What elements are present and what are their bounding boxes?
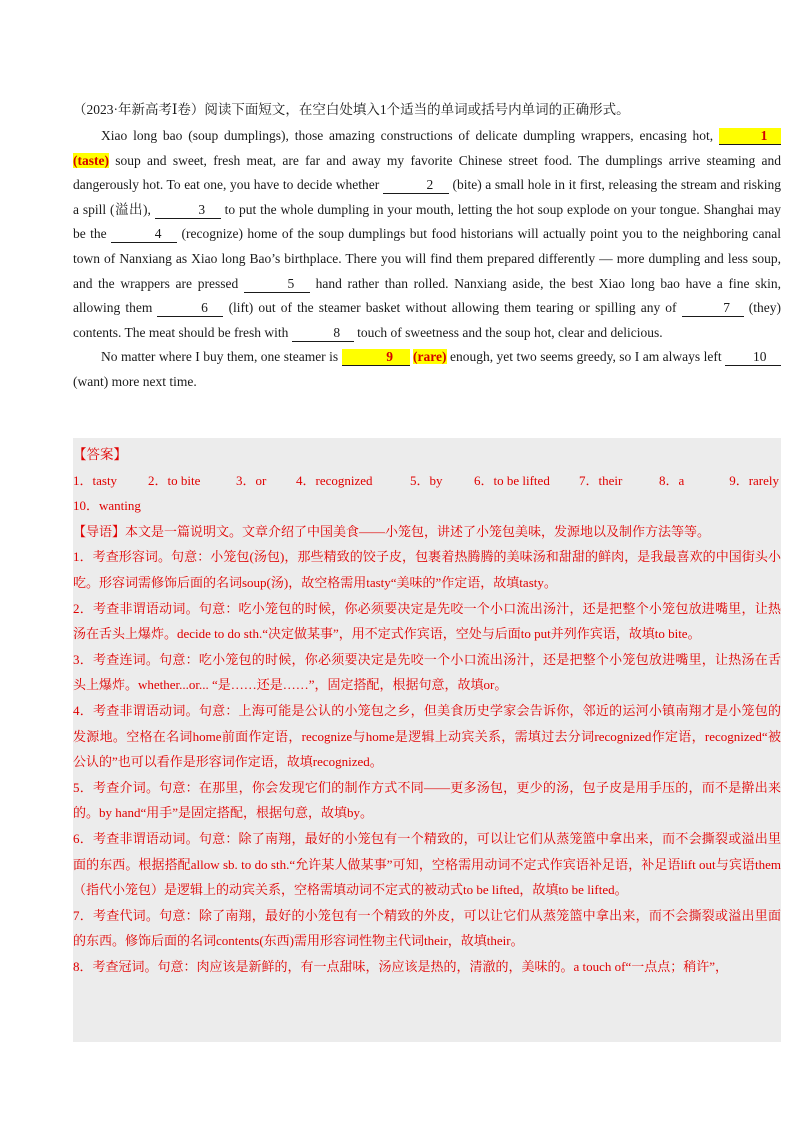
passage-text: touch of sweetness and the soup hot, clear and delicious. (357, 324, 663, 340)
question-section (73, 98, 781, 395)
explanation-2: 2．考查非谓语动词。句意：吃小笼包的时候，你必须要决定是先咬一个小口流出汤汁，还是把整个小笼包放进嘴里，让热汤在舌头上爆炸。decide to do sth.“决定做某事”，用不定式作宾语，空处与后面to put并列作宾语，故填to bite。 (73, 600, 781, 642)
answer-item: 1．tasty (73, 472, 118, 488)
passage-paragraph-2 (73, 345, 781, 394)
blank-6: 6 (157, 300, 223, 317)
explanation-5: 5．考查介词。句意：在那里，你会发现它们的制作方式不同——更多汤包，更少的汤，包子皮是用手压的，而不是擀出来的。by hand“用手”是固定搭配，根据句意，故填by。 (73, 779, 781, 821)
blank-10: 10 (725, 349, 781, 366)
answer-item: 4．recognized (296, 472, 373, 488)
guide-text: 【导语】本文是一篇说明文。文章介绍了中国美食——小笼包，讲述了小笼包美味，发源地以及制作方法等等。 (73, 523, 711, 539)
passage-text: (lift) out of the steamer basket without allowing them tearing or spilling any of (228, 300, 677, 316)
blank-1: 1 (719, 128, 781, 145)
answer-item: 7．their (579, 472, 623, 488)
answer-item-10: 10．wanting (73, 498, 141, 514)
passage-text: Xiao long bao (soup dumplings), those amazing constructions of delicate dumpling wrappers, encasing hot, (101, 128, 714, 143)
passage-text: (they) contents. The meat should be fresh with (73, 300, 782, 340)
blank-2: 2 (383, 177, 449, 194)
answer-item: 6．to be lifted (474, 472, 550, 488)
passage-paragraph-1 (73, 124, 781, 345)
blank-3: 3 (155, 202, 221, 219)
passage-text: (want) more next time. (73, 373, 197, 389)
passage-text: to put the whole dumpling in your mouth, letting the hot soup explode on your tongue. Shanghai may be the (73, 201, 782, 242)
answer-item: 2．to bite (148, 472, 201, 488)
answer-section (73, 438, 781, 1042)
answer-item: 5．by (410, 472, 443, 488)
hint-9: (rare) (413, 349, 447, 365)
blank-4: 4 (111, 226, 177, 243)
passage-text: (recognize) home of the soup dumplings but food historians will actually point you to the neighboring canal town of Nanxiang as Xiao long Bao’s birthplace. There you will find them prepared differently — more dumpling and less soup, and the wrappers are pressed (73, 226, 782, 291)
blank-9: 9 (342, 349, 410, 366)
explanation-4: 4．考查非谓语动词。句意：上海可能是公认的小笼包之乡，但美食历史学家会告诉你，邻近的运河小镇南翔才是小笼包的发源地。空格在名词home前面作定语，recognize与home是逻辑上动宾关系，需填过去分词recognized作定语，recognized“被公认的”也可以看作是形容词作定语，故填recognized。 (73, 702, 781, 770)
answer-item: 8．a (659, 472, 685, 488)
answer-header: 【答案】 (73, 447, 127, 462)
passage-text: enough, yet two seems greedy, so I am always left (449, 349, 722, 365)
passage-text: soup and sweet, fresh meat, are far and away my favorite Chinese street food. The dumplings arrive steaming and dangerously hot. To eat one, you have to decide whether (73, 152, 781, 193)
hint-1: (taste) (73, 152, 109, 168)
explanation-1: 1．考查形容词。句意：小笼包(汤包)，那些精致的饺子皮，包裹着热腾腾的美味汤和甜甜的鲜肉，是我最喜欢的中国街头小吃。形容词需修饰后面的名词soup(汤)，故空格需用tasty“美味的”作定语，故填tasty。 (73, 549, 781, 590)
passage-text: No matter where I buy them, one steamer is (101, 349, 339, 365)
passage (73, 124, 781, 395)
blank-7: 7 (682, 300, 744, 317)
blank-8: 8 (292, 325, 354, 342)
passage-text: hand rather than rolled. Nanxiang aside, the best Xiao long bao have a fine skin, allowing them (73, 275, 782, 316)
answer-item: 9．rarely (729, 472, 779, 488)
explanation-6: 6．考查非谓语动词。句意：除了南翔，最好的小笼包有一个精致的，可以让它们从蒸笼篮中拿出来，而不会撕裂或溢出里面的东西。根据搭配allow sb. to do sth.“允许某人做某事”可知，空格需用动词不定式作宾语补足语，补足语lift out与宾语them（指代小笼包）是逻辑上的动宾关系，空格需填动词不定式的被动式to be lifted，故填to be lifted。 (73, 830, 781, 898)
question-intro: （2023·年新高考Ⅰ卷）阅读下面短文，在空白处填入1个适当的单词或括号内单词的正确形式。 (73, 102, 630, 117)
explanation-8: 8．考查冠词。句意：肉应该是新鲜的，有一点甜味，汤应该是热的，清澈的，美味的。a touch of“一点点；稍许”， (73, 958, 729, 974)
blank-5: 5 (244, 276, 310, 293)
passage-text: (bite) a small hole in it first, releasing the stream and risking a spill (溢出), (73, 177, 781, 217)
answer-item: 3．or (236, 472, 267, 488)
answer-list (73, 468, 781, 494)
explanation-7: 7．考查代词。句意：除了南翔，最好的小笼包有一个精致的外皮，可以让它们从蒸笼篮中拿出来，而不会撕裂或溢出里面的东西。修饰后面的名词contents(东西)需用形容词性物主代词their，故填their。 (73, 907, 781, 949)
explanation-3: 3．考查连词。句意：吃小笼包的时候，你必须要决定是先咬一个小口流出汤汁，还是把整个小笼包放进嘴里，让热汤在舌头上爆炸。whether...or... “是……还是……”，固定搭配，根据句意，故填or。 (73, 651, 781, 693)
